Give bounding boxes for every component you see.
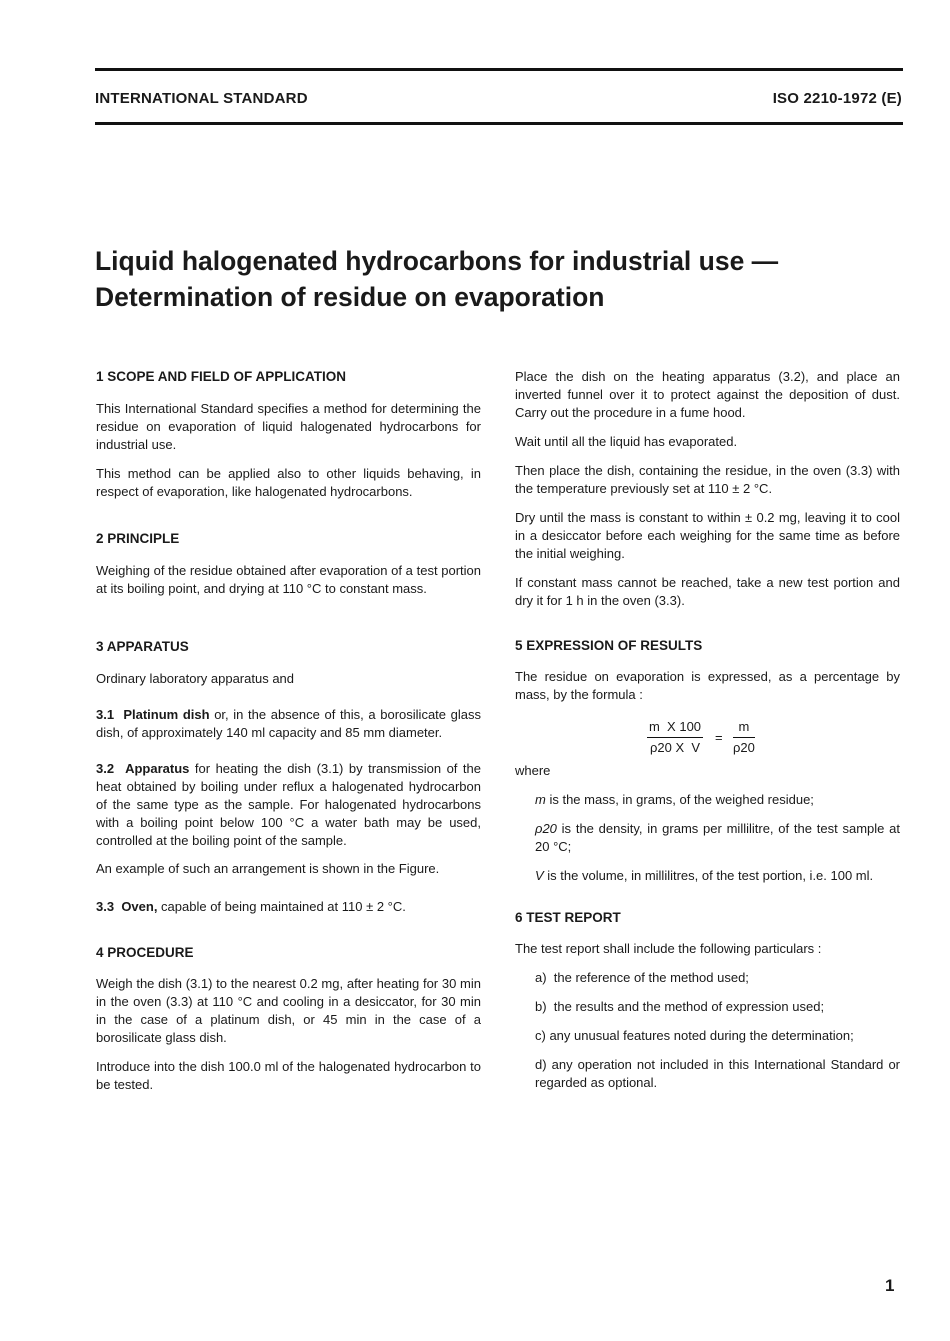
list-item-b: b) the results and the method of expression used; — [535, 999, 825, 1014]
section-6-heading: 6 TEST REPORT — [515, 910, 621, 925]
clause-3-2-number: 3.2 — [96, 761, 115, 776]
clause-3-3-text: capable of being maintained at 110 ± 2 °C. — [157, 899, 406, 914]
formula-equals-sign: = — [715, 730, 723, 745]
definition-rho-text: is the density, in grams per millilitre, of the test sample at 20 °C; — [535, 821, 900, 854]
formula-fraction-left — [647, 718, 703, 757]
formula-definitions — [515, 791, 900, 885]
section-2-heading: 2 PRINCIPLE — [96, 531, 180, 546]
definition-v-text: is the volume, in millilitres, of the test portion, i.e. 100 ml. — [543, 868, 874, 883]
list-item-d: d) any operation not included in this International Standard or regarded as optional. — [535, 1057, 900, 1090]
clause-3-3-number: 3.3 — [96, 899, 115, 914]
section-1-paragraph-1: This International Standard specifies a method for determining the residue on evaporation of liquid halogenated hydrocarbons for industrial use. — [96, 401, 481, 452]
title-line-1: Liquid halogenated hydrocarbons for industrial use — — [95, 246, 779, 276]
title-line-2: Determination of residue on evaporation — [95, 282, 605, 312]
formula-numerator-right: m — [733, 718, 755, 738]
clause-3-2-text: for heating the dish (3.1) by transmission of the heat obtained by boiling under reflux a halogenated hydrocarbon of the same type as the sample. For halogenated hydrocarbons with a boiling point below 100 °C a water bath may be used, controlled at the boiling point of the sample. — [96, 761, 481, 848]
clause-3-2-title: Apparatus — [125, 761, 190, 776]
section-4-paragraph-6: Dry until the mass is constant to within ± 0.2 mg, leaving it to cool in a desiccator before each weighing for the same time as before the initial weighing. — [515, 510, 900, 561]
section-4-paragraph-5: Then place the dish, containing the residue, in the oven (3.3) with the temperature previously set at 110 ± 2 °C. — [515, 463, 900, 496]
formula-denominator-right: ρ20 — [733, 740, 755, 755]
section-4-heading: 4 PROCEDURE — [96, 945, 194, 960]
clause-3-2 — [96, 760, 481, 850]
left-column — [96, 368, 481, 1094]
section-4-paragraph-3: Place the dish on the heating apparatus (3.2), and place an inverted funnel over it to protect against the deposition of dust. Carry out the procedure in a fume hood. — [515, 369, 900, 420]
definition-rho — [515, 820, 900, 856]
clause-3-1 — [96, 706, 481, 742]
definition-m-symbol: m — [535, 792, 546, 807]
definition-m-text: is the mass, in grams, of the weighed residue; — [545, 792, 814, 807]
formula-denominator-left: ρ20 X V — [649, 740, 701, 755]
clause-3-1-number: 3.1 — [96, 707, 115, 722]
section-5-paragraph-1: The residue on evaporation is expressed, as a percentage by mass, by the formula : — [515, 669, 900, 702]
header-document-number: ISO 2210-1972 (E) — [772, 90, 902, 107]
clause-3-1-title: Platinum dish — [123, 707, 210, 722]
section-3-intro: Ordinary laboratory apparatus and — [96, 671, 295, 686]
section-4-paragraph-1: Weigh the dish (3.1) to the nearest 0.2 mg, after heating for 30 min in the oven (3.3) at 110 °C and cooling in a desiccator, for 30 min in the case of a platinum dish, or 45 min in the case of a borosilicate glass dish. — [96, 976, 481, 1045]
section-3-heading: 3 APPARATUS — [96, 639, 189, 654]
clause-3-1-text: or, in the absence of this, a borosilicate glass dish, of approximately 140 ml capacity and 85 mm diameter. — [96, 707, 481, 740]
clause-3-2-example: An example of such an arrangement is shown in the Figure. — [96, 861, 440, 876]
page-number: 1 — [885, 1276, 895, 1295]
header-rule-bottom — [95, 122, 903, 125]
definition-v-symbol: V — [535, 868, 544, 883]
section-4-paragraph-7: If constant mass cannot be reached, take a new test portion and dry it for 1 h in the oven (3.3). — [515, 575, 900, 608]
section-1-paragraph-2: This method can be applied also to other liquids behaving, in respect of evaporation, like halogenated hydrocarbons. — [96, 466, 481, 499]
definition-rho-symbol: ρ20 — [535, 821, 557, 836]
header-standard-label: INTERNATIONAL STANDARD — [95, 90, 308, 107]
section-6-intro: The test report shall include the following particulars : — [515, 941, 822, 956]
formula-where: where — [515, 763, 551, 778]
formula-fraction-right — [733, 718, 755, 757]
section-5-heading: 5 EXPRESSION OF RESULTS — [515, 638, 703, 653]
clause-3-3 — [96, 898, 481, 916]
formula-numerator-left: m X 100 — [647, 718, 703, 738]
residue-formula — [515, 718, 900, 762]
right-column — [515, 368, 900, 1092]
header-rule-top — [95, 68, 903, 71]
section-1-heading: 1 SCOPE AND FIELD OF APPLICATION — [96, 369, 347, 384]
definition-v — [515, 867, 900, 885]
page-title — [95, 243, 895, 315]
list-item-a: a) the reference of the method used; — [535, 970, 749, 985]
section-4-paragraph-2: Introduce into the dish 100.0 ml of the halogenated hydrocarbon to be tested. — [96, 1059, 481, 1092]
section-2-paragraph-1: Weighing of the residue obtained after evaporation of a test portion at its boiling point, and drying at 110 °C to constant mass. — [96, 563, 481, 596]
clause-3-3-title: Oven, — [121, 899, 158, 914]
test-report-list — [515, 969, 900, 1092]
list-item-c: c) any unusual features noted during the determination; — [535, 1028, 854, 1043]
definition-m — [515, 791, 900, 809]
section-4-paragraph-4: Wait until all the liquid has evaporated. — [515, 434, 738, 449]
